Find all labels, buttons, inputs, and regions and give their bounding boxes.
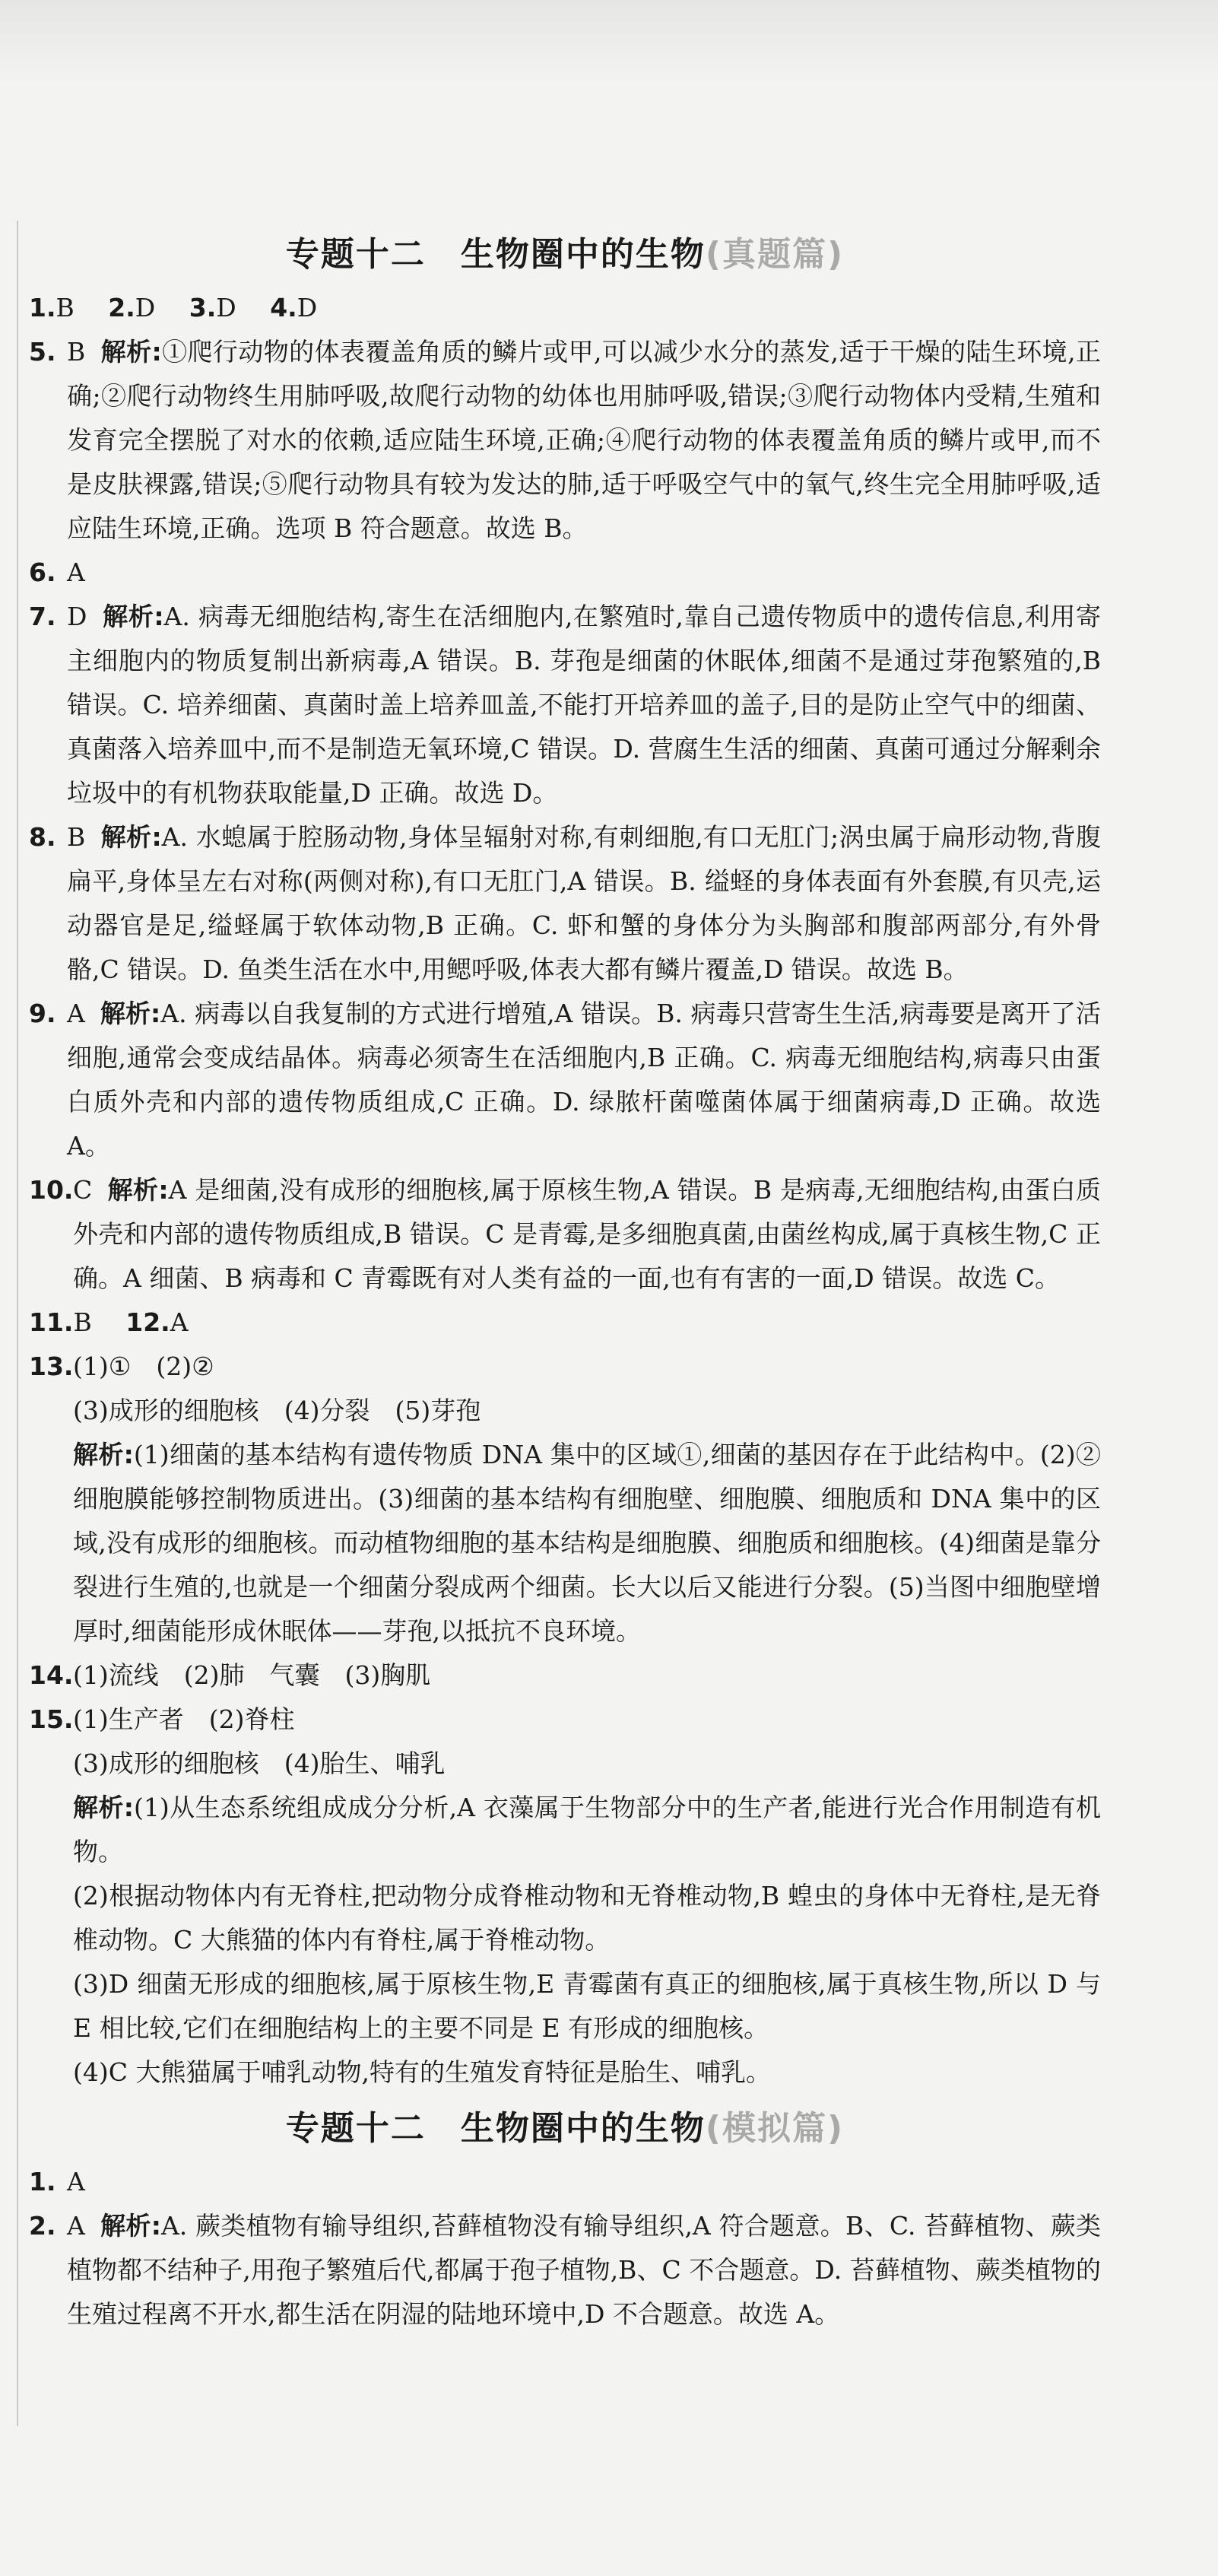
answer: (1)① (2)②	[73, 1352, 214, 1381]
question-number: 7.	[29, 602, 56, 631]
analysis-text: A 是细菌,没有成形的细胞核,属于原核生物,A 错误。B 是病毒,无细胞结构,由蛋白质外壳和内部的遗传物质组成,B 错误。C 是青霉,是多细胞真菌,由菌丝构成,属于真核生物,C 正确。A 细菌、B 病毒和 C 青霉既有对人类有益的一面,也有有害的一面,D 错误。故选 C。	[73, 1175, 1101, 1293]
answer: A	[67, 2211, 85, 2241]
analysis-label: 解析:	[100, 2211, 161, 2241]
question-number: 2.	[29, 2211, 56, 2241]
question-number: 9.	[29, 999, 56, 1028]
answer: B	[73, 1307, 92, 1337]
analysis-text: A. 水螅属于腔肠动物,身体呈辐射对称,有刺细胞,有口无肛门;涡虫属于扁形动物,背腹扁平,身体呈左右对称(两侧对称),有口无肛门,A 错误。B. 缢蛏的身体表面有外套膜,有贝壳,运动器官是足,缢蛏属于软体动物,B 正确。C. 虾和蟹的身体分为头胸部和腹部两部分,有外骨骼,C 错误。D. 鱼类生活在水中,用鳃呼吸,体表大都有鳞片覆盖,D 错误。故选 B。	[67, 822, 1101, 984]
analysis-text: A. 蕨类植物有输导组织,苔藓植物没有输导组织,A 符合题意。B、C. 苔藓植物、蕨类植物都不结种子,用孢子繁殖后代,都属于孢子植物,B、C 不合题意。D. 苔藓植物、蕨类植物的生殖过程离不开水,都生活在阴湿的陆地环境中,D 不合题意。故选 A。	[67, 2211, 1101, 2329]
answer: A	[170, 1307, 189, 1337]
question-number: 4.	[270, 293, 297, 322]
question-number: 11.	[29, 1307, 74, 1337]
analysis-text: ①爬行动物的体表覆盖角质的鳞片或甲,可以减少水分的蒸发,适于干燥的陆生环境,正确;②爬行动物终生用肺呼吸,故爬行动物的幼体也用肺呼吸,错误;③爬行动物体内受精,生殖和发育完全摆脱了对水的依赖,适应陆生环境,正确;④爬行动物的体表覆盖角质的鳞片或甲,而不是皮肤裸露,错误;⑤爬行动物具有较为发达的肺,适于呼吸空气中的氧气,终生完全用肺呼吸,适应陆生环境,正确。选项 B 符合题意。故选 B。	[67, 337, 1101, 543]
question-number: 13.	[29, 1352, 74, 1381]
question-number: 10.	[29, 1175, 74, 1205]
question-8	[29, 815, 1101, 992]
question-number: 2.	[108, 293, 135, 322]
answer: D	[216, 293, 236, 322]
analysis-text: (1)从生态系统组成成分分析,A 衣藻属于生物部分中的生产者,能进行光合作用制造有机物。	[73, 1793, 1102, 1866]
question-15-analysis-3: (3)D 细菌无形成的细胞核,属于原核生物,E 青霉菌有真正的细胞核,属于真核生物,所以 D 与 E 相比较,它们在细胞结构上的主要不同是 E 有形成的细胞核。	[73, 1969, 1101, 2043]
answer: (1)生产者 (2)脊柱	[73, 1704, 295, 1734]
question-number: 12.	[125, 1307, 170, 1337]
section-title-text: 专题十二 生物圈中的生物	[285, 235, 706, 274]
answer: C	[73, 1175, 93, 1205]
answer: D	[135, 293, 156, 322]
section-subtitle: (真题篇)	[705, 235, 845, 274]
page-shadow	[0, 0, 1218, 84]
mock-question-1	[29, 2160, 1101, 2204]
question-number: 1.	[29, 2167, 56, 2196]
answer: B	[67, 822, 86, 852]
question-13	[29, 1345, 1101, 1389]
section-title-text: 专题十二 生物圈中的生物	[285, 2109, 706, 2148]
answers-11-12	[29, 1301, 1101, 1345]
analysis-label: 解析:	[100, 822, 162, 852]
question-13-answer-line: (3)成形的细胞核 (4)分裂 (5)芽孢	[73, 1396, 481, 1425]
answer: B	[67, 337, 86, 367]
answer: A	[67, 2167, 85, 2196]
question-number: 8.	[29, 822, 56, 852]
analysis-label: 解析:	[100, 999, 161, 1028]
answers-1-4	[29, 286, 1101, 330]
question-13-analysis	[29, 1433, 1101, 1653]
question-number: 1.	[29, 293, 56, 322]
question-number: 6.	[29, 557, 56, 587]
analysis-text: A. 病毒以自我复制的方式进行增殖,A 错误。B. 病毒只营寄生生活,病毒要是离开了活细胞,通常会变成结晶体。病毒必须寄生在活细胞内,B 正确。C. 病毒无细胞结构,病毒只由蛋白质外壳和内部的遗传物质组成,C 正确。D. 绿脓杆菌噬菌体属于细菌病毒,D 正确。故选 A。	[67, 999, 1102, 1161]
analysis-label: 解析:	[73, 1793, 135, 1822]
analysis-label: 解析:	[102, 602, 164, 631]
question-number: 5.	[29, 337, 56, 367]
question-15-analysis	[29, 1786, 1101, 1874]
analysis-label: 解析:	[73, 1440, 134, 1469]
analysis-label: 解析:	[100, 337, 162, 367]
answer: A	[67, 557, 85, 587]
answer-content	[29, 228, 1101, 2336]
question-15-analysis-2: (2)根据动物体内有无脊柱,把动物分成脊椎动物和无脊椎动物,B 蝗虫的身体中无脊柱,是无脊椎动物。C 大熊猫的体内有脊柱,属于脊椎动物。	[73, 1881, 1101, 1955]
answer: (1)流线 (2)肺 气囊 (3)胸肌	[73, 1660, 431, 1690]
question-10	[29, 1168, 1101, 1301]
question-9	[29, 992, 1101, 1168]
section-subtitle: (模拟篇)	[705, 2109, 845, 2148]
answer: D	[67, 602, 87, 631]
answer: D	[297, 293, 318, 322]
question-14	[29, 1653, 1101, 1698]
question-number: 14.	[29, 1660, 74, 1690]
question-7	[29, 595, 1101, 815]
analysis-text: (1)细菌的基本结构有遗传物质 DNA 集中的区域①,细菌的基因存在于此结构中。(2)②细胞膜能够控制物质进出。(3)细菌的基本结构有细胞壁、细胞膜、细胞质和 DNA 集中的区域,没有成形的细胞核。而动植物细胞的基本结构是细胞膜、细胞质和细胞核。(4)细菌是靠分裂进行生殖的,也就是一个细菌分裂成两个细菌。长大以后又能进行分裂。(5)当图中细胞壁增厚时,细菌能形成休眠体——芽孢,以抵抗不良环境。	[73, 1440, 1102, 1646]
question-15	[29, 1698, 1101, 1742]
question-15-analysis-4: (4)C 大熊猫属于哺乳动物,特有的生殖发育特征是胎生、哺乳。	[73, 2057, 771, 2087]
question-6	[29, 551, 1101, 595]
section-title-real	[29, 228, 1101, 281]
answer: A	[67, 999, 85, 1028]
question-number: 3.	[189, 293, 217, 322]
answer: B	[56, 293, 75, 322]
binding-edge	[17, 221, 18, 2426]
question-15-answer-line: (3)成形的细胞核 (4)胎生、哺乳	[73, 1749, 446, 1778]
analysis-text: A. 病毒无细胞结构,寄生在活细胞内,在繁殖时,靠自己遗传物质中的遗传信息,利用寄主细胞内的物质复制出新病毒,A 错误。B. 芽孢是细菌的休眠体,细菌不是通过芽孢繁殖的,B 错误。C. 培养细菌、真菌时盖上培养皿盖,不能打开培养皿的盖子,目的是防止空气中的细菌、真菌落入培养皿中,而不是制造无氧环境,C 错误。D. 营腐生生活的细菌、真菌可通过分解剩余垃圾中的有机物获取能量,D 正确。故选 D。	[67, 602, 1101, 808]
mock-question-2	[29, 2204, 1101, 2336]
question-number: 15.	[29, 1704, 74, 1734]
section-title-mock	[29, 2102, 1101, 2155]
question-5	[29, 330, 1101, 551]
analysis-label: 解析:	[107, 1175, 169, 1205]
